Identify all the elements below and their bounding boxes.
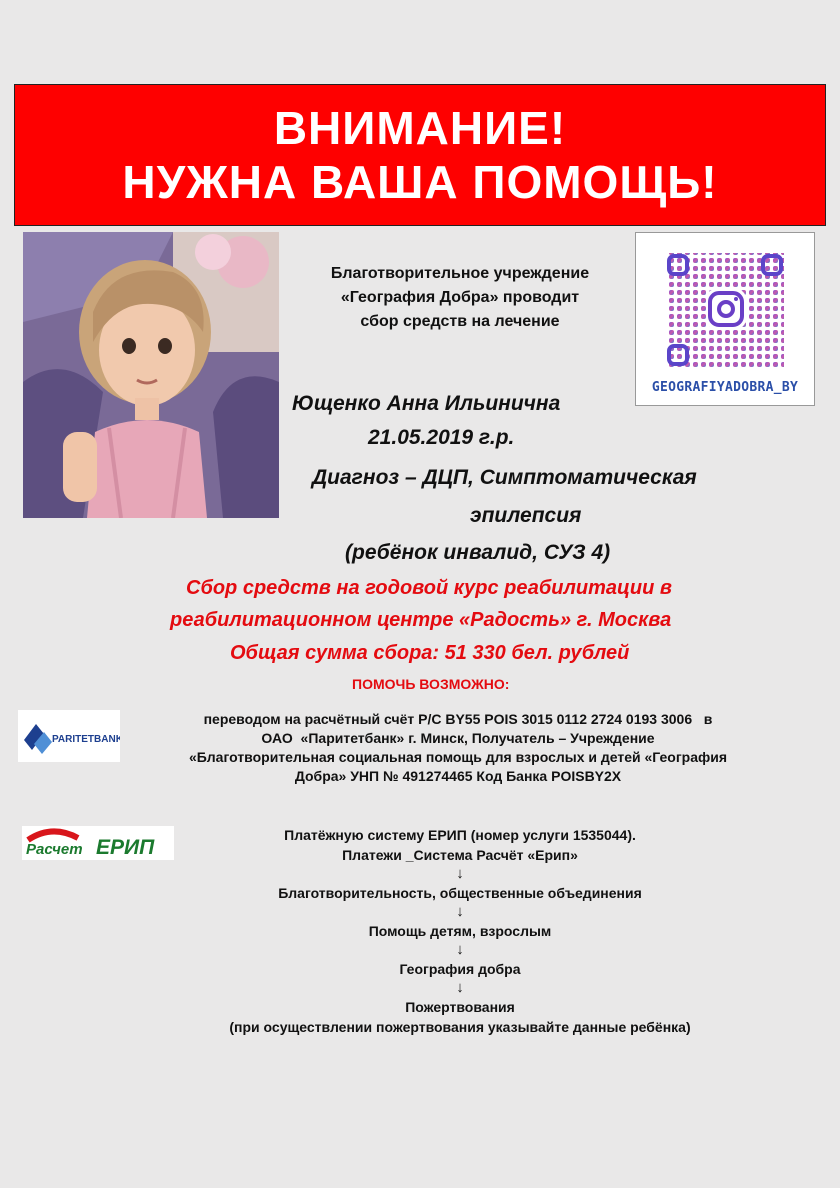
fundraising-total: Общая сумма сбора: 51 330 бел. рублей — [230, 642, 630, 664]
erip-payment-path — [140, 825, 780, 1037]
erip-line2: Платежи _Система Расчёт «Ерип» — [342, 847, 578, 863]
bank-line2: ОАО «Паритетбанк» г. Минск, Получатель – Учреждение — [261, 730, 655, 746]
child-photo — [23, 232, 279, 518]
diagnosis-line1: Диагноз – ДЦП, Симптоматическая — [312, 466, 697, 489]
erip-step4: Пожертвования — [405, 999, 515, 1015]
erip-note: (при осуществлении пожертвования указывайте данные ребёнка) — [229, 1019, 691, 1035]
banner-title-line2: НУЖНА ВАША ПОМОЩЬ! — [122, 156, 718, 208]
banner-title-line1: ВНИМАНИЕ! — [273, 102, 567, 154]
fundraising-line2: реабилитационном центре «Радость» г. Москва — [170, 609, 672, 631]
intro-line2: «География Добра» проводит — [340, 289, 580, 306]
bank-line4: Добра» УНП № 491274465 Код Банка POISBY2X — [294, 768, 622, 784]
warning-banner — [14, 84, 826, 226]
erip-step3: География добра — [399, 961, 521, 977]
erip-step2: Помощь детям, взрослым — [368, 923, 552, 939]
down-arrow-icon: ↓ — [456, 941, 464, 958]
bank-line1: переводом на расчётный счёт Р/С BY55 POIS 3015 0112 2724 0193 3006 в — [203, 711, 713, 727]
paritetbank-logo — [18, 710, 120, 762]
help-possible-label: ПОМОЧЬ ВОЗМОЖНО: — [352, 676, 510, 692]
diagnosis-line2: эпилепсия — [470, 504, 582, 527]
erip-step1: Благотворительность, общественные объединения — [278, 885, 642, 901]
intro-text — [290, 262, 630, 334]
child-photo-illustration — [23, 232, 279, 518]
fundraising-line1: Сбор средств на годовой курс реабилитации в — [186, 577, 672, 599]
bank-line3: «Благотворительная социальная помощь для взрослых и детей «География — [188, 749, 728, 765]
intro-line3: сбор средств на лечение — [360, 313, 560, 330]
qr-code-pattern — [636, 233, 814, 373]
birth-date: 21.05.2019 г.р. — [368, 426, 515, 449]
erip-line1: Платёжную систему ЕРИП (номер услуги 1535044). — [284, 827, 636, 843]
paritetbank-logo-icon — [18, 710, 120, 762]
instagram-handle: GEOGRAFIYADOBRA_BY — [651, 380, 799, 395]
instagram-qr-code[interactable] — [635, 232, 815, 406]
erip-logo-word1: Расчет — [26, 841, 83, 858]
down-arrow-icon: ↓ — [456, 903, 464, 920]
intro-line1: Благотворительное учреждение — [330, 265, 590, 282]
child-name: Ющенко Анна Ильинична — [292, 392, 561, 415]
bank-transfer-details — [120, 710, 796, 786]
down-arrow-icon: ↓ — [456, 979, 464, 996]
disability-status: (ребёнок инвалид, СУЗ 4) — [345, 541, 611, 564]
erip-logo-word2: ЕРИП — [96, 836, 155, 859]
paritetbank-logo-text: PARITETBANK — [52, 734, 120, 745]
down-arrow-icon: ↓ — [456, 865, 464, 882]
